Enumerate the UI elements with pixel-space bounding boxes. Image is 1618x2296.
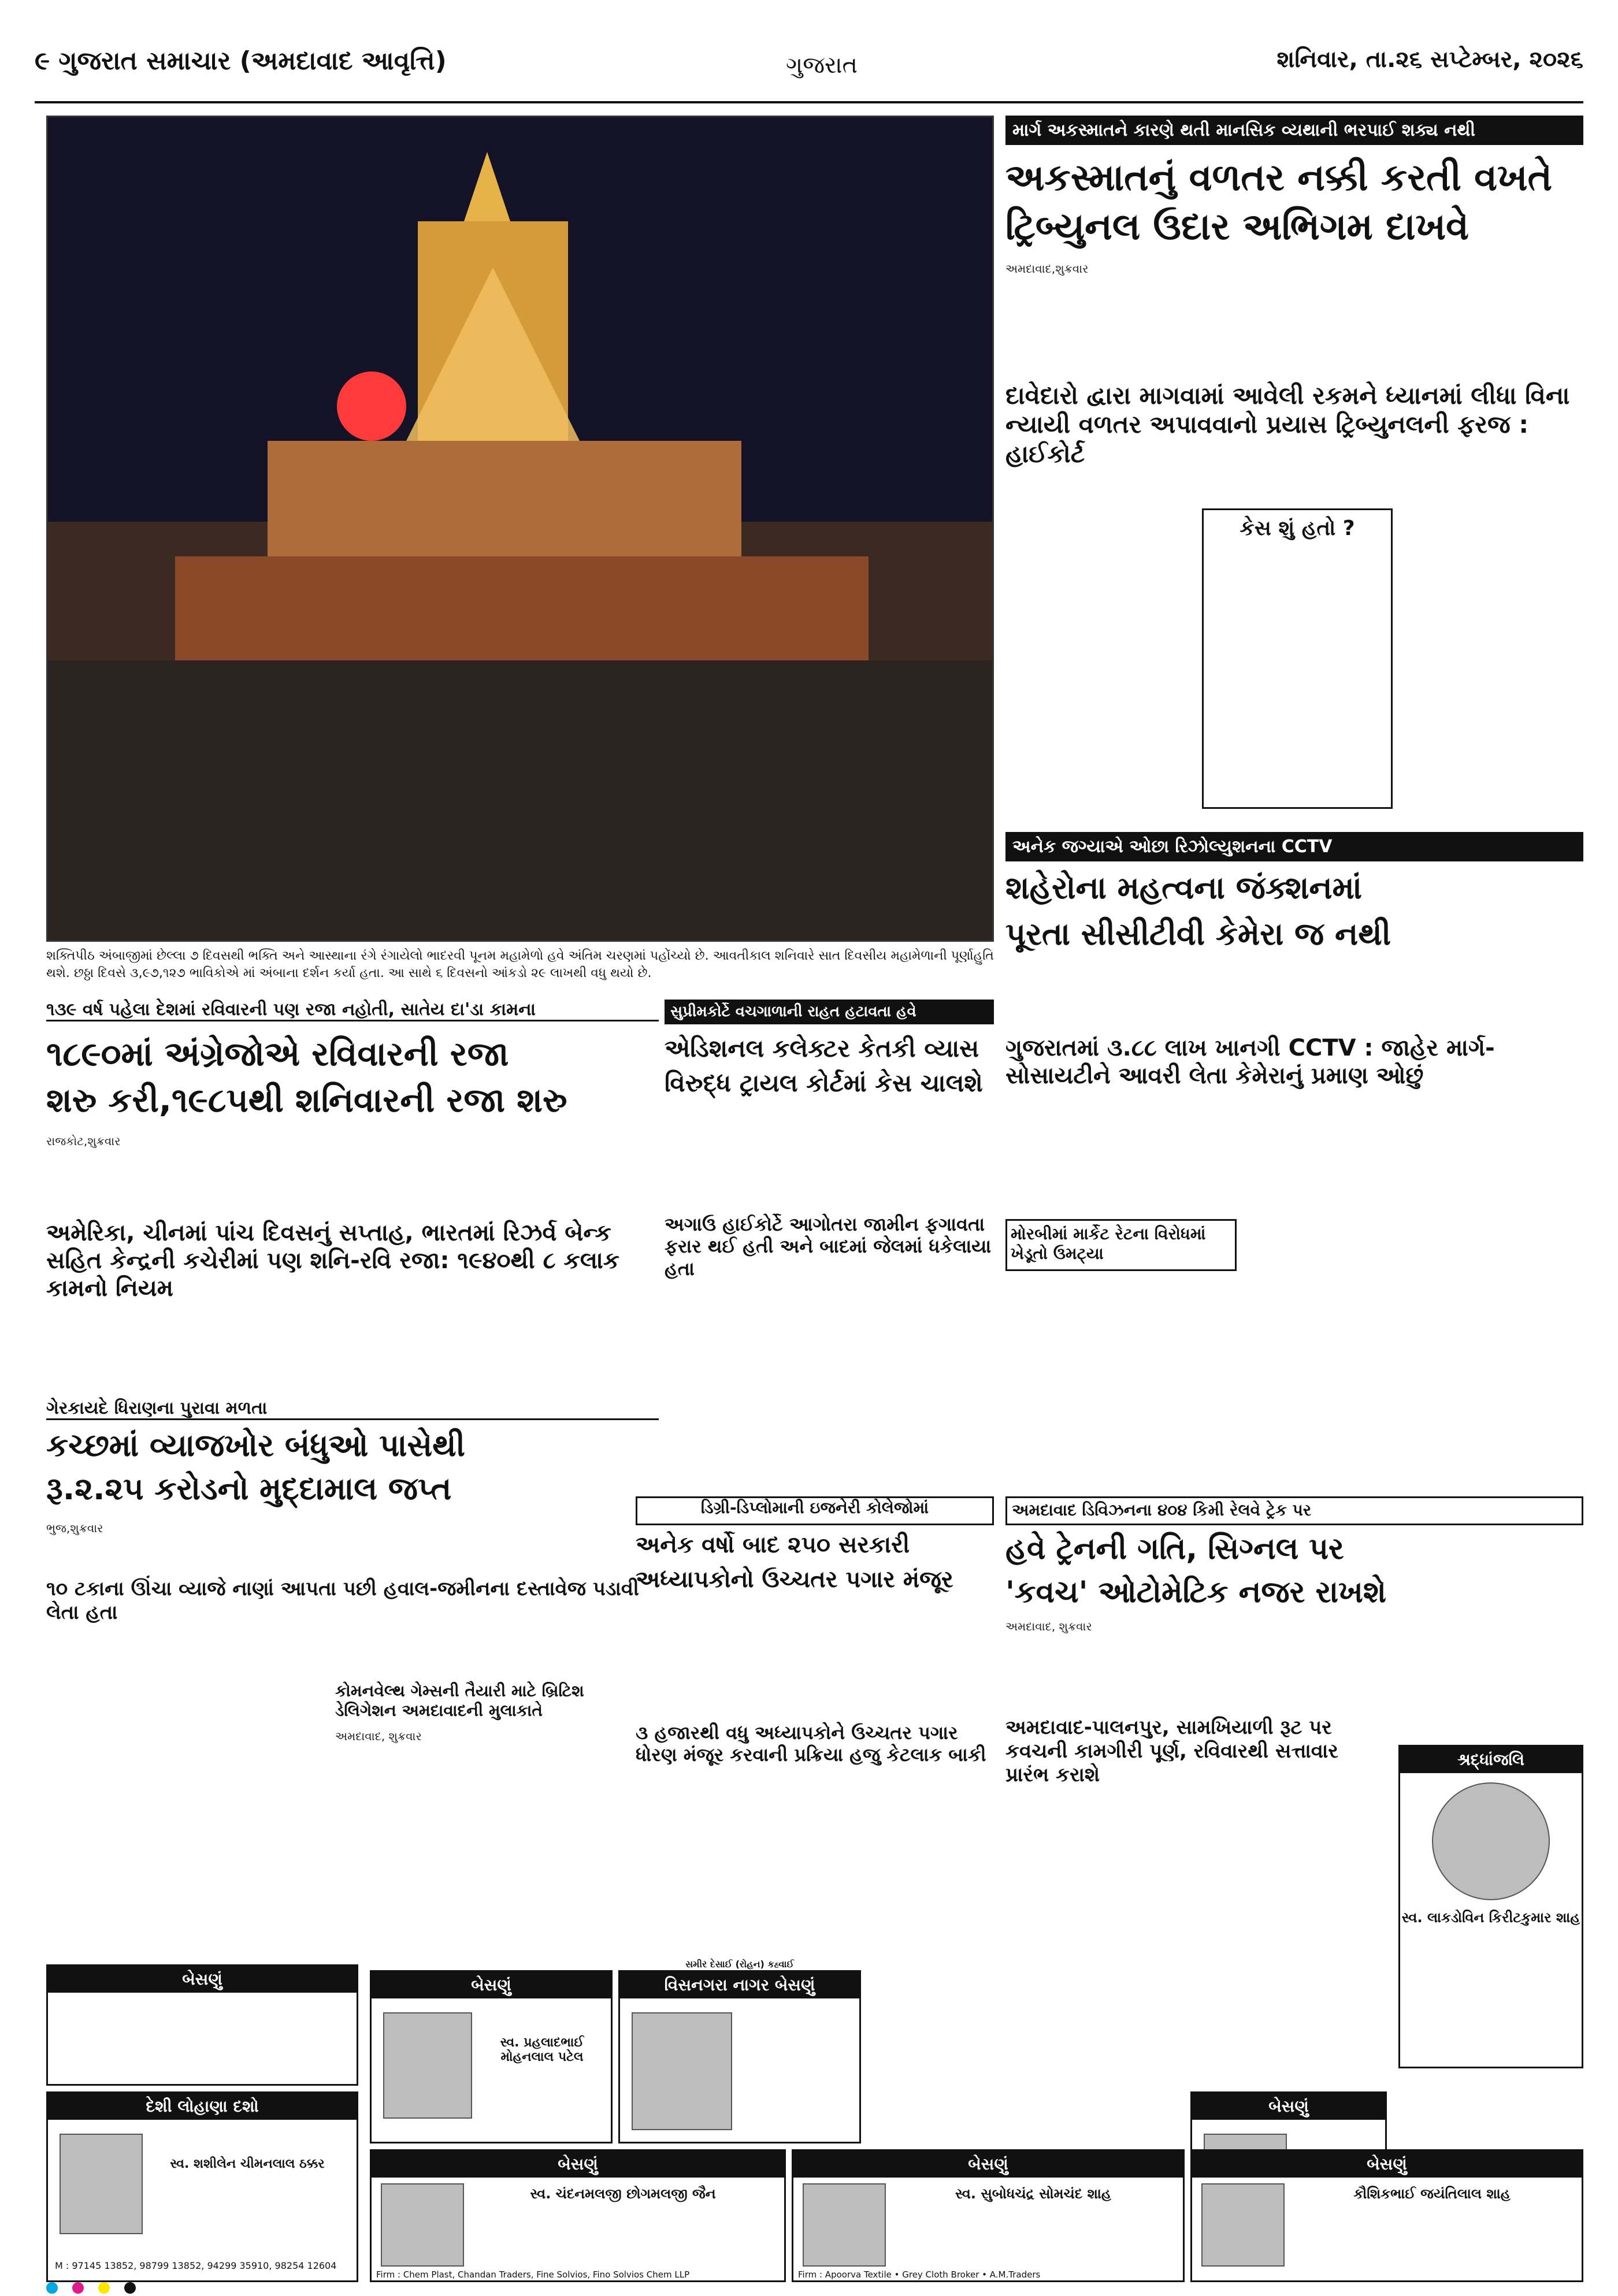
article3-kicker: સુપ્રીમકોર્ટે વચગાળાની રાહત હટાવતા હવે <box>665 1000 994 1024</box>
obituary-name-3: સ્વ. શશીલેન ચીમનલાલ ઠક્કર <box>170 2157 325 2171</box>
obituary-ad-chandanmal-title: બેસણું <box>372 2151 784 2178</box>
article2-kicker: ૧૩૯ વર્ષ પહેલા દેશમાં રવિવારની પણ રજા નહોતી, સાતેય દા'ડા કામના <box>46 1000 659 1021</box>
article1-headline-2: ટ્રિબ્યુનલ ઉદાર અભિગમ દાખવે <box>1005 206 1469 248</box>
lead-photo <box>46 116 994 942</box>
article9-body <box>335 1727 624 1751</box>
article3-subhead: અગાઉ હાઈકોર્ટે આગોતરા જામીન ફગાવતા ફરાર થઈ હતી અને બાદમાં જેલમાં ધકેલાયા હતા <box>665 1213 992 1280</box>
firm-line-2: Firm : Chem Plast, Chandan Traders, Fine Solvios, Fino Solvios Chem LLP <box>376 2269 690 2280</box>
article7-headline-1: અનેક વર્ષો બાદ ૨૫૦ સરકારી <box>636 1532 910 1558</box>
obituary-ad-prahladbhai <box>370 1970 613 2143</box>
obituary-name-7: કૌશિકભાઈ જયંતિલાલ શાહ <box>1353 2186 1511 2202</box>
obituary-name-6: સ્વ. સુબોધચંદ્ર સોમચંદ શાહ <box>955 2186 1111 2202</box>
article7-kicker-box <box>636 1496 994 1525</box>
firm-line-1: Firm : Apoorva Textile • Grey Cloth Broker • A.M.Traders <box>798 2269 1041 2280</box>
obituary-portrait-2 <box>632 2012 732 2130</box>
article1-body <box>1005 260 1583 376</box>
obituary-ad-subodhchandra <box>792 2149 1185 2282</box>
article1-kicker: માર્ગ અકસ્માતને કારણે થતી માનસિક વ્યથાની ભરપાઈ શક્ય નથી <box>1005 116 1583 145</box>
article7-subhead: ૩ હજારથી વધુ અધ્યાપકોને ઉચ્ચતર પગાર ધોરણ મંજૂર કરવાની પ્રક્રિયા હજુ કેટલાક બાકી <box>636 1722 986 1766</box>
obituary-name-1: સ્વ. પ્રહલાદભાઈ મોહનલાલ પટેલ <box>500 2035 584 2064</box>
article3-kicker-bar <box>665 1000 994 1028</box>
article4-subhead: ૧૦ ટકાના ઊંચા વ્યાજે નાણાં આપતા પછી હવાલ-જમીનના દસ્તાવેજ પડાવી લેતા હતા <box>46 1577 639 1624</box>
obituary-portrait-5 <box>381 2183 464 2267</box>
article1-box-head: કેસ શું હતો ? <box>1240 517 1355 540</box>
article6-kicker: મોરબીમાં માર્કેટ રેટના વિરોધમાં ખેડૂતો ઉમટ્યા <box>1011 1224 1206 1263</box>
article8-dateline: અમદાવાદ, શુક્રવાર <box>1005 1619 1092 1633</box>
article8-kicker: અમદાવાદ ડિવિઝનના ૪૦૪ કિમી રેલવે ટ્રેક પર <box>1012 1500 1312 1519</box>
article9-kicker: કોમનવેલ્થ ગેમ્સની તૈયારી માટે બ્રિટિશ ડેલિગેશન અમદાવાદની મુલાકાતે <box>335 1681 584 1720</box>
article3-headline-1: એડિશનલ કલેક્ટર કેતકી વ્યાસ <box>665 1034 979 1062</box>
article1-dateline: અમદાવાદ,શુક્રવાર <box>1005 262 1089 276</box>
family-line: સમીર દેસાઈ (રોહન) કહ્વાઈ <box>685 1959 794 1970</box>
article3-headline-2: વિરુદ્ધ ટ્રાયલ કોર્ટમાં કેસ ચાલશે <box>665 1069 983 1097</box>
photo-caption: શક્તિપીઠ અંબાજીમાં છેલ્લા ૭ દિવસથી ભક્તિ અને આસ્થાના રંગે રંગાયેલો ભાદરવી પૂનમ મહામેળો હવે અંતિમ ચરણમાં પહોંચ્યો છે. આવતીકાલ શનિવારે સાત દિવસીય મહામેળાની પૂર્ણાહુતિ થશે. છઠ્ઠા દિવસે ૩,૯૭,૧૨૭ ભાવિકોએ માં અંબાના દર્શન કર્યા હતા. આ સાથે ૬ દિવસનો આંકડો ૨૯ લાખથી વધુ થયો છે. <box>46 949 994 980</box>
masthead-rule <box>35 101 1583 103</box>
article8-subhead: અમદાવાદ-પાલનપુર, સામખિયાળી રૂટ પર કવચની કામગીરી પૂર્ણ, રવિવારથી સત્તાવાર પ્રારંભ કરાશે <box>1005 1716 1338 1786</box>
besnu-ad-1 <box>46 1964 358 2086</box>
obituary-ad-lohana <box>46 2091 358 2282</box>
obituary-ad-kaushikbhai <box>1190 2149 1583 2282</box>
article4-headline-1: કચ્છમાં વ્યાજખોર બંધુઓ પાસેથી <box>46 1427 465 1463</box>
article5-headline-2: પૂરતા સીસીટીવી કેમેરા જ નથી <box>1005 916 1391 952</box>
publication-date: શનિવાર, તા.૨૬ સપ્ટેમ્બર, ૨૦૨૬ <box>1276 46 1583 73</box>
tribute-title: શ્રદ્ધાંજલિ <box>1400 1747 1582 1773</box>
article8-body <box>1005 1618 1583 1652</box>
obituary-contact: M : 97145 13852, 98799 13852, 94299 35910, 98254 12604 <box>55 2260 337 2271</box>
article1-headline-1: અકસ્માતનું વળતર નક્કી કરતી વખતે <box>1005 157 1553 199</box>
obituary-name-5: સ્વ. ચંદનમલજી છોગમલજી જૈન <box>530 2186 716 2202</box>
article7-headline-2: અધ્યાપકોનો ઉચ્ચતર પગાર મંજૂર <box>636 1566 953 1593</box>
obituary-ad-chandanmal <box>370 2149 786 2282</box>
obituary-ad-visnagara-title: વિસનગરા નાગર બેસણું <box>620 1972 859 1998</box>
magenta-dot <box>72 2282 84 2294</box>
article6-box <box>1005 1219 1237 1271</box>
obituary-ad-visnagara <box>618 1970 861 2143</box>
article5-subhead: ગુજરાતમાં ૩.૮૮ લાખ ખાનગી CCTV : જાહેર માર્ગ-સોસાયટીને આવરી લેતા કેમેરાનું પ્રમાણ ઓછું <box>1005 1035 1495 1089</box>
obituary-ad-lohana-title: દેશી લોહાણા દશો <box>48 2093 357 2120</box>
obituary-portrait-7 <box>1201 2183 1285 2267</box>
obituary-portrait-6 <box>803 2183 886 2267</box>
cyan-dot <box>46 2282 58 2294</box>
section-label: ગુજરાત <box>786 52 858 79</box>
masthead-title: ૯ ગુજરાત સમાચાર (અમદાવાદ આવૃત્તિ) <box>35 46 447 76</box>
obituary-ad-sharda-title: બેસણું <box>1192 2093 1385 2120</box>
tribute-portrait <box>1432 1782 1550 1900</box>
article1-sidebar-box <box>1202 508 1393 809</box>
article5-kicker-bar <box>1005 832 1583 867</box>
article5-headline-1: શહેરોના મહત્વના જંક્શનમાં <box>1005 870 1363 906</box>
obituary-portrait-3 <box>60 2134 143 2234</box>
article4-dateline: ભુજ,શુક્રવાર <box>46 1521 103 1535</box>
obituary-ad-subodhchandra-title: બેસણું <box>793 2151 1183 2178</box>
article2-subhead: અમેરિકા, ચીનમાં પાંચ દિવસનું સપ્તાહ, ભારતમાં રિઝર્વ બેન્ક સહિત કેન્દ્રની કચેરીમાં પણ શનિ-રવિ રજા: ૧૯૪૦થી ૮ કલાક કામનો નિયમ <box>46 1220 620 1302</box>
obituary-ad-kaushikbhai-title: બેસણું <box>1192 2151 1582 2178</box>
article4-kicker: ગેરકાયદે ધિરાણના પુરાવા મળતા <box>46 1398 659 1420</box>
besnu-title-1: બેસણું <box>48 1966 357 1993</box>
article8-headline-1: હવે ટ્રેનની ગતિ, સિગ્નલ પર <box>1005 1532 1344 1566</box>
black-dot <box>124 2282 136 2294</box>
article1-kicker-bar <box>1005 116 1583 150</box>
temple-illustration <box>48 117 994 942</box>
article2-headline-2: શરુ કરી,૧૯૮૫થી શનિવારની રજા શરુ <box>46 1080 567 1120</box>
tribute-ad <box>1398 1745 1583 2068</box>
article2-body <box>46 1132 659 1213</box>
article9-dateline: અમદાવાદ, શુક્રવાર <box>335 1729 422 1743</box>
article4-headline-2: રૂ.૨.૨૫ કરોડનો મુદ્દામાલ જપ્ત <box>46 1470 452 1507</box>
yellow-dot <box>98 2282 110 2294</box>
article2-dateline: રાજકોટ,શુક્રવાર <box>46 1134 121 1148</box>
tribute-name: સ્વ. લાકડોવિન કિરીટકુમાર શાહ <box>1401 1909 1580 1926</box>
obituary-portrait-1 <box>383 2012 472 2119</box>
obituary-ad-prahladbhai-title: બેસણું <box>372 1972 611 1998</box>
masthead <box>35 35 1583 98</box>
registration-marks <box>46 2282 147 2296</box>
article8-kicker-box <box>1005 1496 1583 1525</box>
article7-kicker: ડિગ્રી-ડિપ્લોમાની ઇજનેરી કોલેજોમાં <box>700 1498 929 1517</box>
article2-headline-1: ૧૮૯૦માં અંગ્રેજોએ રવિવારની રજા <box>46 1034 509 1073</box>
article8-headline-2: 'કવચ' ઓટોમેટિક નજર રાખશે <box>1005 1575 1386 1610</box>
article2-kicker-bar <box>46 1000 659 1028</box>
article4-body <box>46 1519 659 1577</box>
article5-kicker: અનેક જગ્યાએ ઓછા રિઝોલ્યુશનના CCTV <box>1005 832 1583 861</box>
article1-subhead: દાવેદારો દ્વારા માગવામાં આવેલી રકમને ધ્યાનમાં લીધા વિના ન્યાયી વળતર અપાવવાનો પ્રયાસ ટ્રિબ્યુનલની ફરજ : હાઈકોર્ટ <box>1005 381 1570 468</box>
